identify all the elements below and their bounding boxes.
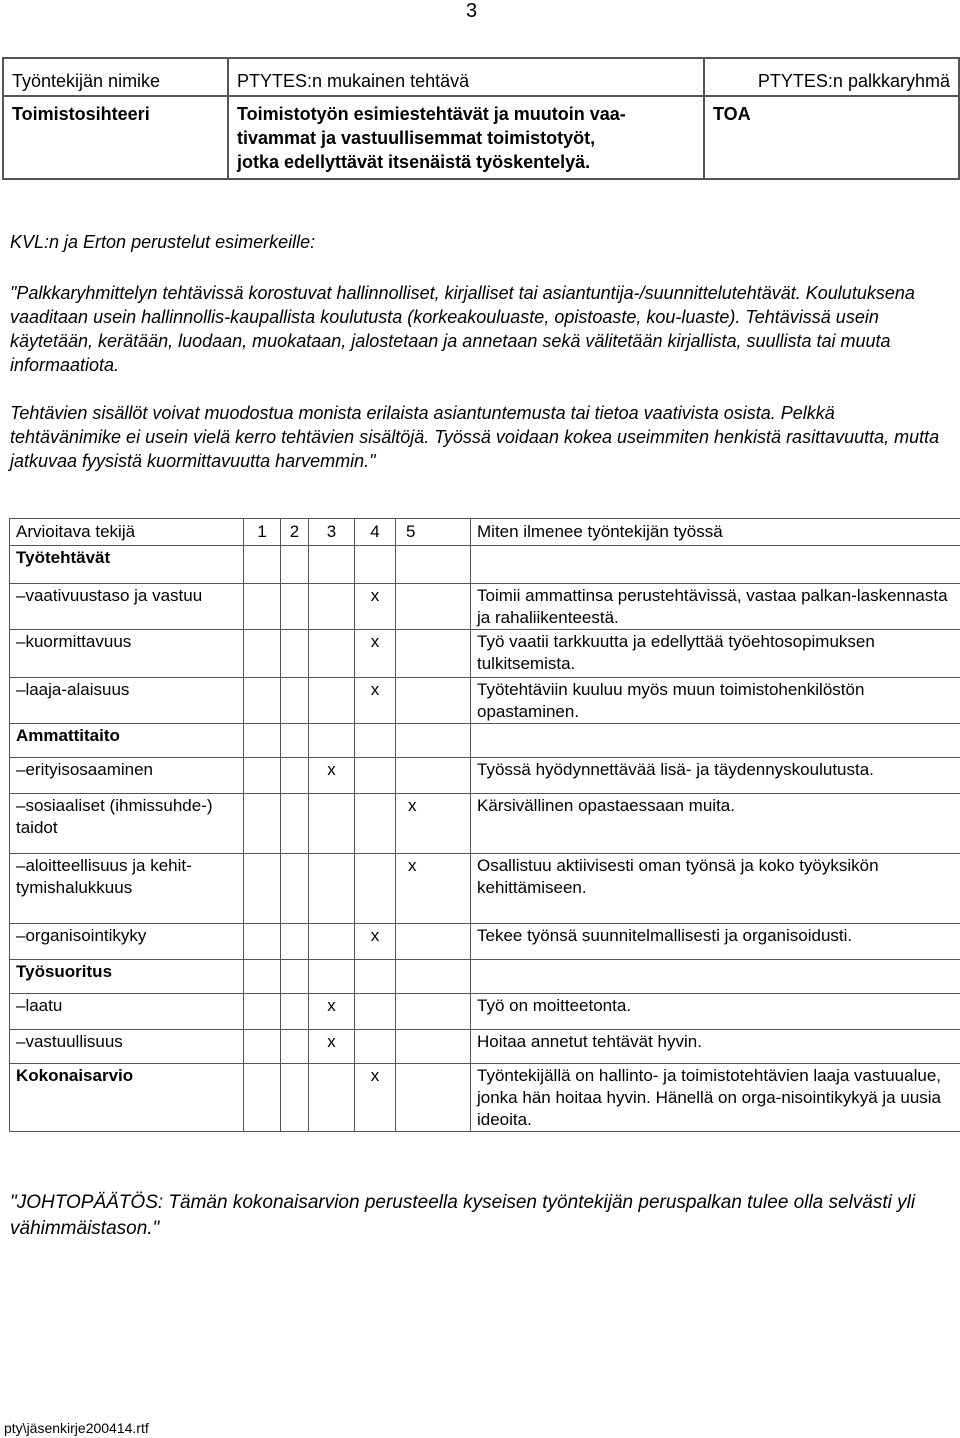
evaluation-row xyxy=(10,994,960,1030)
rating-cell-1 xyxy=(244,724,281,758)
rating-cell-1 xyxy=(244,960,281,994)
factor-cell: –laatu xyxy=(10,994,244,1030)
rating-cell-4: x xyxy=(355,630,396,678)
header-description: Miten ilmenee työntekijän työssä xyxy=(471,519,960,546)
rating-cell-3 xyxy=(309,924,355,960)
rating-cell-5: x xyxy=(396,854,471,924)
evaluation-row xyxy=(10,724,960,758)
kvl-paragraph-1: "Palkkaryhmittelyn tehtävissä korostuvat hallinnolliset, kirjalliset tai asiantuntija-/suunnittelutehtävät. Koulutuksena vaaditaan usein hallinnollis-kaupallista koulutusta (korkeakouluaste, opistoaste, kou-luaste). Tehtävissä usein käytetään, kerätään, luodaan, muokataan, jalostetaan ja annetaan sekä välitetään kirjallista, suullista tai muuta informaatiota. xyxy=(10,283,915,375)
kvl-paragraph-2: Tehtävien sisällöt voivat muodostua monista erilaista asiantuntemusta tai tietoa vaativista osista. Pelkkä tehtävänimike ei usein vielä kerro tehtävien sisältöjä. Työssä voidaan kokea useimmiten henkistä rasittavuutta, mutta jatkuvaa fyysistä kuormittavuutta harvemmin." xyxy=(10,403,940,471)
description-cell: Työtehtäviin kuuluu myös muun toimistohenkilöstön opastaminen. xyxy=(471,678,960,724)
rating-cell-1 xyxy=(244,678,281,724)
rating-cell-4 xyxy=(355,1030,396,1064)
header-pay-group: PTYTES:n palkkaryhmä xyxy=(704,58,959,96)
job-info-header-row xyxy=(3,58,959,96)
rating-cell-5 xyxy=(396,960,471,994)
rating-cell-1 xyxy=(244,924,281,960)
rating-cell-2 xyxy=(281,584,309,630)
evaluation-row xyxy=(10,546,960,584)
factor-cell: Kokonaisarvio xyxy=(10,1064,244,1132)
rating-cell-2 xyxy=(281,1064,309,1132)
description-cell xyxy=(471,546,960,584)
factor-cell: –laaja-alaisuus xyxy=(10,678,244,724)
rating-cell-1 xyxy=(244,1030,281,1064)
evaluation-row xyxy=(10,678,960,724)
rating-cell-4: x xyxy=(355,584,396,630)
rating-cell-4 xyxy=(355,960,396,994)
evaluation-row xyxy=(10,854,960,924)
description-cell: Kärsivällinen opastaessaan muita. xyxy=(471,794,960,854)
rating-cell-3 xyxy=(309,960,355,994)
rating-cell-1 xyxy=(244,758,281,794)
description-cell: Tekee työnsä suunnitelmallisesti ja organisoidusti. xyxy=(471,924,960,960)
rating-cell-2 xyxy=(281,758,309,794)
rating-cell-1 xyxy=(244,630,281,678)
description-cell: Työ on moitteetonta. xyxy=(471,994,960,1030)
factor-cell: –vastuullisuus xyxy=(10,1030,244,1064)
rating-cell-4: x xyxy=(355,924,396,960)
header-4: 4 xyxy=(355,519,396,546)
rating-cell-1 xyxy=(244,1064,281,1132)
rating-cell-3 xyxy=(309,678,355,724)
rating-cell-3 xyxy=(309,584,355,630)
rating-cell-2 xyxy=(281,924,309,960)
rating-cell-3 xyxy=(309,794,355,854)
rating-cell-5: x xyxy=(396,794,471,854)
evaluation-row xyxy=(10,794,960,854)
header-3: 3 xyxy=(309,519,355,546)
rating-cell-4: x xyxy=(355,1064,396,1132)
rating-cell-3 xyxy=(309,630,355,678)
rating-cell-3 xyxy=(309,724,355,758)
rating-cell-2 xyxy=(281,678,309,724)
rating-cell-5 xyxy=(396,584,471,630)
rating-cell-2 xyxy=(281,994,309,1030)
evaluation-table xyxy=(9,518,960,1132)
rating-cell-5 xyxy=(396,758,471,794)
rating-cell-1 xyxy=(244,994,281,1030)
kvl-heading: KVL:n ja Erton perustelut esimerkeille: xyxy=(10,232,316,252)
rating-cell-4 xyxy=(355,854,396,924)
evaluation-row xyxy=(10,1030,960,1064)
description-cell: Työntekijällä on hallinto- ja toimistotehtävien laaja vastuualue, jonka hän hoitaa hyvin. Hänellä on orga-nisointikykyä ja uusia ideoita. xyxy=(471,1064,960,1132)
evaluation-header-row xyxy=(10,519,960,546)
rating-cell-2 xyxy=(281,546,309,584)
rating-cell-2 xyxy=(281,724,309,758)
footer-filename: pty\jäsenkirje200414.rtf xyxy=(4,1420,149,1436)
description-cell xyxy=(471,724,960,758)
evaluation-row xyxy=(10,960,960,994)
rating-cell-1 xyxy=(244,584,281,630)
rating-cell-1 xyxy=(244,794,281,854)
rating-cell-3: x xyxy=(309,758,355,794)
evaluation-row xyxy=(10,758,960,794)
ptytes-task: Toimistotyön esimiestehtävät ja muutoin vaa- tivammat ja vastuullisemmat toimistotyöt, jotka edellyttävät itsenäistä työskentelyä. xyxy=(228,96,704,179)
rating-cell-1 xyxy=(244,854,281,924)
rating-cell-2 xyxy=(281,794,309,854)
factor-cell: Työsuoritus xyxy=(10,960,244,994)
rating-cell-2 xyxy=(281,630,309,678)
header-1: 1 xyxy=(244,519,281,546)
rating-cell-5 xyxy=(396,724,471,758)
pay-group: TOA xyxy=(704,96,959,179)
rating-cell-2 xyxy=(281,854,309,924)
rating-cell-3: x xyxy=(309,994,355,1030)
rating-cell-4: x xyxy=(355,678,396,724)
rating-cell-5 xyxy=(396,994,471,1030)
description-cell: Toimii ammattinsa perustehtävissä, vastaa palkan-laskennasta ja rahaliikenteestä. xyxy=(471,584,960,630)
rating-cell-1 xyxy=(244,546,281,584)
rating-cell-4 xyxy=(355,794,396,854)
factor-cell: –organisointikyky xyxy=(10,924,244,960)
rating-cell-5 xyxy=(396,1064,471,1132)
factor-cell: Ammattitaito xyxy=(10,724,244,758)
factor-cell: Työtehtävät xyxy=(10,546,244,584)
factor-cell: –aloitteellisuus ja kehit-tymishalukkuus xyxy=(10,854,244,924)
rating-cell-3 xyxy=(309,546,355,584)
header-5: 5 xyxy=(396,519,471,546)
description-cell: Työ vaatii tarkkuutta ja edellyttää työehtosopimuksen tulkitsemista. xyxy=(471,630,960,678)
rating-cell-3 xyxy=(309,854,355,924)
description-cell xyxy=(471,960,960,994)
evaluation-row xyxy=(10,1064,960,1132)
factor-cell: –vaativuustaso ja vastuu xyxy=(10,584,244,630)
rating-cell-4 xyxy=(355,758,396,794)
factor-cell: –kuormittavuus xyxy=(10,630,244,678)
rating-cell-3 xyxy=(309,1064,355,1132)
rating-cell-5 xyxy=(396,924,471,960)
rating-cell-5 xyxy=(396,546,471,584)
header-factor: Arvioitava tekijä xyxy=(10,519,244,546)
rating-cell-5 xyxy=(396,678,471,724)
factor-cell: –sosiaaliset (ihmissuhde-) taidot xyxy=(10,794,244,854)
evaluation-row xyxy=(10,924,960,960)
evaluation-row xyxy=(10,630,960,678)
description-cell: Osallistuu aktiivisesti oman työnsä ja koko työyksikön kehittämiseen. xyxy=(471,854,960,924)
rating-cell-3: x xyxy=(309,1030,355,1064)
evaluation-row xyxy=(10,584,960,630)
factor-cell: –erityisosaaminen xyxy=(10,758,244,794)
conclusion: "JOHTOPÄÄTÖS: Tämän kokonaisarvion perusteella kyseisen työntekijän peruspalkan tulee olla selvästi yli vähimmäistason." xyxy=(10,1192,916,1239)
description-cell: Hoitaa annetut tehtävät hyvin. xyxy=(471,1030,960,1064)
rating-cell-2 xyxy=(281,1030,309,1064)
job-info-table xyxy=(2,57,960,180)
rating-cell-4 xyxy=(355,546,396,584)
page-number: 3 xyxy=(466,0,478,22)
header-ptytes-task: PTYTES:n mukainen tehtävä xyxy=(228,58,704,96)
rating-cell-5 xyxy=(396,630,471,678)
rating-cell-4 xyxy=(355,724,396,758)
description-cell: Työssä hyödynnettävää lisä- ja täydennyskoulutusta. xyxy=(471,758,960,794)
rating-cell-2 xyxy=(281,960,309,994)
job-title: Toimistosihteeri xyxy=(3,96,228,179)
header-2: 2 xyxy=(281,519,309,546)
rating-cell-5 xyxy=(396,1030,471,1064)
job-info-row xyxy=(3,96,959,179)
header-job-title: Työntekijän nimike xyxy=(3,58,228,96)
rating-cell-4 xyxy=(355,994,396,1030)
